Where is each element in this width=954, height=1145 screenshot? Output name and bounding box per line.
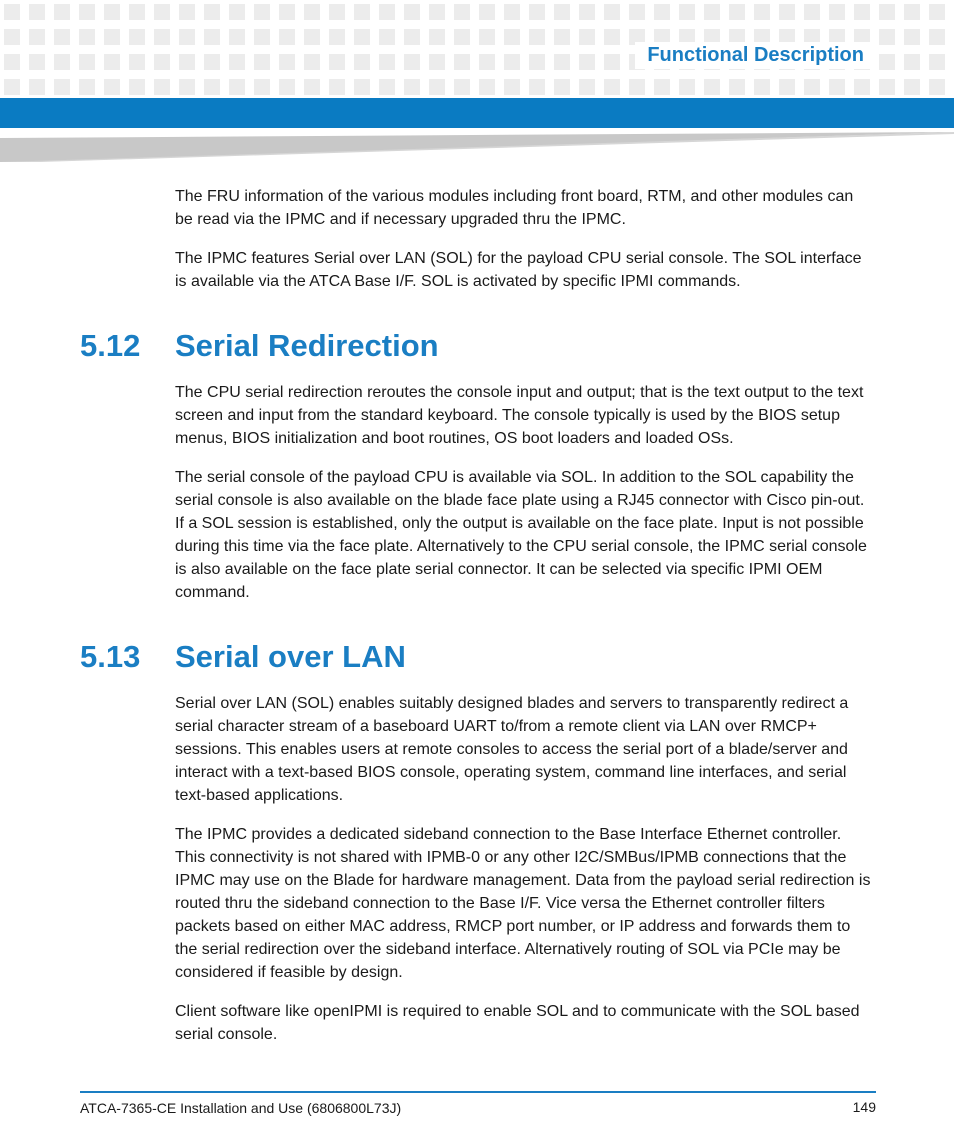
section-5-13-paragraph-3: Client software like openIPMI is required to enable SOL and to communicate with the SOL based serial console. xyxy=(175,1003,860,1043)
grid-cell xyxy=(454,79,470,95)
grid-cell xyxy=(29,4,45,20)
grid-cell xyxy=(204,4,220,20)
grid-cell xyxy=(904,29,920,45)
section-heading-5-13 xyxy=(80,639,406,675)
grid-cell xyxy=(504,54,520,70)
grid-cell xyxy=(379,4,395,20)
grid-cell xyxy=(404,4,420,20)
grid-cell xyxy=(279,79,295,95)
grid-cell xyxy=(154,54,170,70)
grid-cell xyxy=(204,54,220,70)
grid-cell xyxy=(929,79,945,95)
grid-cell xyxy=(579,54,595,70)
grid-cell xyxy=(4,4,20,20)
grid-cell xyxy=(4,54,20,70)
section-title: Serial over LAN xyxy=(175,639,406,674)
grid-cell xyxy=(154,4,170,20)
grid-cell xyxy=(554,79,570,95)
grid-cell xyxy=(179,79,195,95)
grid-cell xyxy=(404,29,420,45)
grid-cell xyxy=(104,29,120,45)
grid-cell xyxy=(354,4,370,20)
grid-cell xyxy=(879,4,895,20)
grid-cell xyxy=(154,29,170,45)
grid-cell xyxy=(854,4,870,20)
grid-cell xyxy=(529,79,545,95)
grid-cell xyxy=(354,29,370,45)
grid-cell xyxy=(79,4,95,20)
grid-cell xyxy=(879,54,895,70)
grid-cell xyxy=(429,4,445,20)
section-5-12-paragraph-1: The CPU serial redirection reroutes the console input and output; that is the text output to the text screen and input from the standard keyboard. The console typically is used by the BIOS setup menus, BIOS initialization and boot routines, OS boot loaders and loaded OSs. xyxy=(175,384,864,447)
grid-cell xyxy=(104,79,120,95)
grid-cell xyxy=(929,4,945,20)
section-5-12-paragraph-2: The serial console of the payload CPU is available via SOL. In addition to the SOL capability the serial console is also available on the blade face plate using a RJ45 connector with Cisco pin-out. If a SOL session is established, only the output is available on the face plate. Input is not possible during this time via the face plate. Alternatively to the CPU serial console, the IPMC serial console is also available on the face plate serial connector. It can be selected via specific IPMI OEM command. xyxy=(175,469,867,601)
grid-cell xyxy=(929,29,945,45)
grid-cell xyxy=(229,29,245,45)
grid-cell xyxy=(129,29,145,45)
grid-cell xyxy=(629,4,645,20)
grid-cell xyxy=(329,4,345,20)
grid-cell xyxy=(579,4,595,20)
intro-paragraph-1: The FRU information of the various modules including front board, RTM, and other modules can be read via the IPMC and if necessary upgraded thru the IPMC. xyxy=(175,188,854,228)
grid-cell xyxy=(54,54,70,70)
grid-cell xyxy=(804,79,820,95)
grid-cell xyxy=(254,79,270,95)
grid-cell xyxy=(454,29,470,45)
header-blue-bar xyxy=(0,98,954,128)
header-gray-wedge xyxy=(0,132,954,162)
grid-cell xyxy=(54,29,70,45)
grid-cell xyxy=(104,54,120,70)
grid-cell xyxy=(254,29,270,45)
grid-cell xyxy=(279,4,295,20)
grid-cell xyxy=(379,29,395,45)
grid-cell xyxy=(854,79,870,95)
grid-cell xyxy=(529,29,545,45)
grid-cell xyxy=(504,79,520,95)
grid-cell xyxy=(829,79,845,95)
grid-cell xyxy=(929,54,945,70)
grid-cell xyxy=(104,4,120,20)
grid-cell xyxy=(579,29,595,45)
grid-cell xyxy=(204,79,220,95)
grid-cell xyxy=(529,4,545,20)
grid-cell xyxy=(454,4,470,20)
grid-cell xyxy=(729,4,745,20)
grid-cell xyxy=(429,54,445,70)
grid-cell xyxy=(904,54,920,70)
section-number: 5.13 xyxy=(80,639,141,674)
grid-cell xyxy=(779,79,795,95)
grid-cell xyxy=(404,54,420,70)
grid-cell xyxy=(254,54,270,70)
running-header-title: Functional Description xyxy=(635,42,872,69)
grid-cell xyxy=(179,54,195,70)
grid-cell xyxy=(604,54,620,70)
section-number: 5.12 xyxy=(80,328,141,363)
grid-cell xyxy=(304,79,320,95)
grid-cell xyxy=(4,79,20,95)
grid-cell xyxy=(554,4,570,20)
grid-cell xyxy=(654,79,670,95)
grid-cell xyxy=(129,54,145,70)
grid-cell xyxy=(204,29,220,45)
grid-cell xyxy=(79,79,95,95)
grid-cell xyxy=(229,4,245,20)
grid-cell xyxy=(554,29,570,45)
grid-cell xyxy=(504,29,520,45)
grid-cell xyxy=(29,54,45,70)
grid-cell xyxy=(304,54,320,70)
grid-cell xyxy=(779,4,795,20)
grid-cell xyxy=(679,79,695,95)
grid-cell xyxy=(904,4,920,20)
grid-cell xyxy=(29,29,45,45)
grid-cell xyxy=(54,4,70,20)
grid-cell xyxy=(704,79,720,95)
grid-cell xyxy=(304,29,320,45)
grid-cell xyxy=(129,4,145,20)
grid-cell xyxy=(179,4,195,20)
grid-cell xyxy=(379,54,395,70)
grid-cell xyxy=(454,54,470,70)
grid-cell xyxy=(54,79,70,95)
grid-cell xyxy=(129,79,145,95)
grid-cell xyxy=(229,79,245,95)
grid-cell xyxy=(179,29,195,45)
grid-cell xyxy=(579,79,595,95)
grid-cell xyxy=(554,54,570,70)
grid-cell xyxy=(329,54,345,70)
grid-cell xyxy=(379,79,395,95)
grid-cell xyxy=(804,4,820,20)
grid-cell xyxy=(329,29,345,45)
grid-cell xyxy=(479,54,495,70)
footer-rule xyxy=(80,1091,876,1093)
grid-cell xyxy=(354,54,370,70)
grid-cell xyxy=(754,4,770,20)
grid-cell xyxy=(279,54,295,70)
grid-cell xyxy=(604,4,620,20)
section-title: Serial Redirection xyxy=(175,328,439,363)
grid-cell xyxy=(304,4,320,20)
footer-document-title: ATCA-7365-CE Installation and Use (6806800L73J) xyxy=(80,1100,402,1116)
grid-cell xyxy=(404,79,420,95)
grid-cell xyxy=(479,79,495,95)
grid-cell xyxy=(879,29,895,45)
grid-cell xyxy=(604,79,620,95)
grid-cell xyxy=(654,4,670,20)
intro-paragraph-2: The IPMC features Serial over LAN (SOL) for the payload CPU serial console. The SOL interface is available via the ATCA Base I/F. SOL is activated by specific IPMI commands. xyxy=(175,250,862,290)
grid-cell xyxy=(479,4,495,20)
grid-cell xyxy=(629,79,645,95)
grid-cell xyxy=(879,79,895,95)
grid-cell xyxy=(679,4,695,20)
grid-cell xyxy=(279,29,295,45)
grid-cell xyxy=(504,4,520,20)
footer-page-number: 149 xyxy=(852,1099,876,1115)
section-5-13-paragraph-2: The IPMC provides a dedicated sideband connection to the Base Interface Ethernet controller. This connectivity is not shared with IPMB-0 or any other I2C/SMBus/IPMB connections that the IPMC may use on the Blade for hardware management. Data from the payload serial redirection is routed thru the sideband connection to the Base I/F. Vice versa the Ethernet controller filters packets based on either MAC address, RMCP port number, or IP address and forwards them to the serial redirection over the sideband interface. Alternatively routing of SOL via PCIe may be considered if feasible by design. xyxy=(175,826,871,981)
grid-cell xyxy=(904,79,920,95)
grid-cell xyxy=(429,29,445,45)
grid-cell xyxy=(529,54,545,70)
grid-cell xyxy=(229,54,245,70)
grid-cell xyxy=(329,79,345,95)
grid-cell xyxy=(79,54,95,70)
grid-cell xyxy=(754,79,770,95)
grid-cell xyxy=(29,79,45,95)
grid-cell xyxy=(79,29,95,45)
grid-cell xyxy=(154,79,170,95)
grid-cell xyxy=(254,4,270,20)
grid-cell xyxy=(354,79,370,95)
grid-cell xyxy=(704,4,720,20)
grid-cell xyxy=(429,79,445,95)
grid-cell xyxy=(604,29,620,45)
section-5-13-paragraph-1: Serial over LAN (SOL) enables suitably designed blades and servers to transparently redirect a serial character stream of a baseboard UART to/from a remote client via LAN over RMCP+ sessions. This enables users at remote consoles to access the serial port of a blade/server and interact with a text-based BIOS console, operating system, command line interfaces, and serial text-based applications. xyxy=(175,695,849,804)
grid-cell xyxy=(729,79,745,95)
section-heading-5-12 xyxy=(80,328,439,364)
grid-cell xyxy=(829,4,845,20)
grid-cell xyxy=(4,29,20,45)
grid-cell xyxy=(479,29,495,45)
